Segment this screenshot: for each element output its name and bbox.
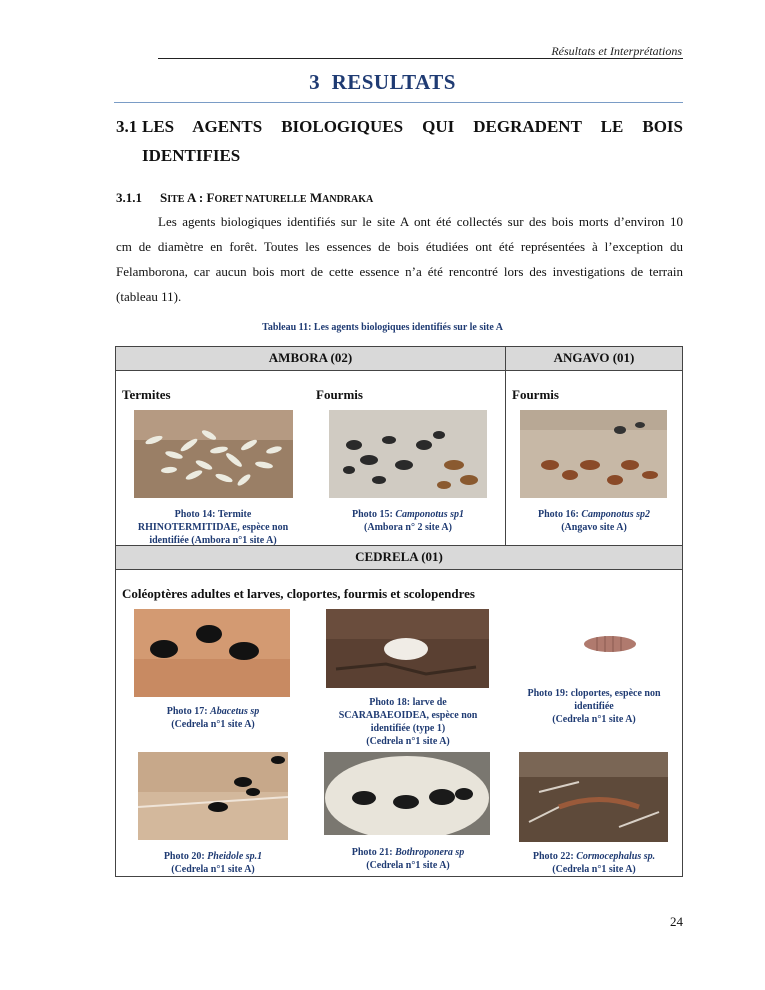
paragraph-line: Felamborona, car aucun bois mort de cette essence n’a été rencontré lors des investigations de terrain [116, 264, 683, 279]
label-cedrela: Coléoptères adultes et larves, cloportes, fourmis et scolopendres [122, 586, 475, 601]
table-caption: Tableau 11: Les agents biologiques identifiés sur le site A [262, 322, 503, 333]
photo-abacetus [134, 609, 290, 697]
photo-pheidole [138, 752, 288, 840]
caption-photo-19: Photo 19: cloportes, espèce non identifiée (Cedrela n°1 site A) [527, 688, 661, 725]
caption-photo-18: Photo 18: larve de SCARABAEOIDEA, espèce non identifiée (type 1) (Cedrela n°1 site A) [338, 697, 478, 747]
label-fourmis-angavo: Fourmis [512, 387, 559, 402]
section-title-line1: LES AGENTS BIOLOGIQUES QUI DEGRADENT LE BOIS [142, 117, 683, 136]
header-angavo: ANGAVO (01) [505, 346, 683, 371]
running-head: Résultats et Interprétations [551, 44, 682, 58]
photo-scarabaeoidea-larva [326, 609, 489, 688]
header-rule [158, 58, 683, 59]
caption-photo-22: Photo 22: Cormocephalus sp. (Cedrela n°1 site A) [532, 851, 656, 875]
subsection-title: SITE A : FORET NATURELLE MANDRAKA [160, 190, 374, 205]
caption-photo-16: Photo 16: Camponotus sp2 (Angavo site A) [538, 509, 650, 533]
page-number: 24 [670, 914, 683, 929]
header-ambora: AMBORA (02) [115, 346, 506, 371]
body-paragraph [116, 209, 683, 309]
photo-camponotus-sp2 [520, 410, 667, 498]
chapter-title [0, 70, 765, 95]
chapter-number: 3 [309, 70, 321, 94]
photo-cloportes [567, 630, 653, 658]
caption-photo-17: Photo 17: Abacetus sp (Cedrela n°1 site A) [166, 706, 260, 730]
caption-photo-20: Photo 20: Pheidole sp.1 (Cedrela n°1 site A) [163, 851, 263, 875]
photo-bothroponera [324, 752, 490, 835]
photo-cormocephalus [519, 752, 668, 842]
caption-photo-21: Photo 21: Bothroponera sp (Cedrela n°1 site A) [351, 847, 465, 871]
caption-photo-14: Photo 14: Termite RHINOTERMITIDAE, espèce non identifiée (Ambora n°1 site A) [137, 509, 289, 546]
paragraph-line: Les agents biologiques identifiés sur le site A ont été collectés sur des bois morts d’environ 10 [158, 214, 683, 229]
photo-termites [134, 410, 293, 498]
header-cedrela: CEDRELA (01) [115, 545, 683, 570]
paragraph-line: (tableau 11). [116, 289, 182, 304]
paragraph-line: cm de diamètre en forêt. Toutes les essences de bois étudiées ont été représentées à l’exception du [116, 239, 683, 254]
subsection-number: 3.1.1 [116, 190, 142, 205]
caption-photo-15: Photo 15: Camponotus sp1 (Ambora n° 2 site A) [352, 509, 464, 533]
column-divider [505, 371, 506, 546]
chapter-title-text: RESULTATS [331, 70, 456, 94]
chapter-rule [114, 102, 683, 103]
photo-camponotus-sp1 [329, 410, 487, 498]
section-number: 3.1 [116, 117, 138, 136]
section-title-line2: IDENTIFIES [142, 146, 241, 165]
label-fourmis-ambora: Fourmis [316, 387, 363, 402]
label-termites: Termites [122, 387, 171, 402]
